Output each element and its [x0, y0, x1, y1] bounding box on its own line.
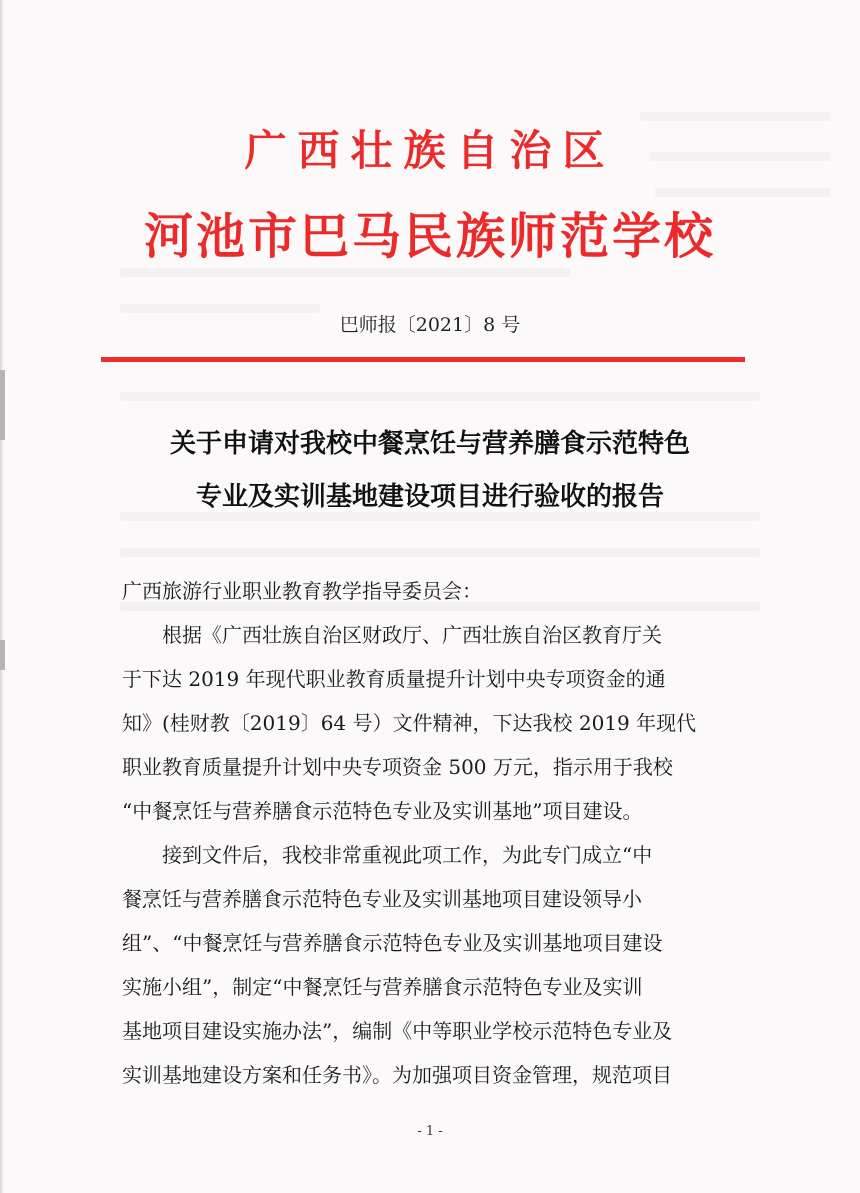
bleed-through-text [120, 268, 570, 277]
report-title-line-2: 专业及实训基地建设项目进行验收的报告 [195, 482, 664, 512]
addressee: 广西旅游行业职业教育教学指导委员会： [122, 579, 482, 603]
body-line: 知》(桂财教〔2019〕64 号）文件精神，下达我校 2019 年现代 [122, 711, 697, 735]
body-line: “中餐烹饪与营养膳食示范特色专业及实训基地”项目建设。 [122, 799, 643, 823]
body-line: 实施小组”，制定“中餐烹饪与营养膳食示范特色专业及实训 [122, 975, 643, 999]
body-line: 根据《广西壮族自治区财政厅、广西壮族自治区教育厅关 [162, 623, 662, 647]
body-line: 组”、“中餐烹饪与营养膳食示范特色专业及实训基地项目建设 [122, 931, 663, 955]
bleed-through-text [655, 188, 830, 197]
school-header: 河池市巴马民族师范学校 [143, 207, 716, 265]
body-line: 基地项目建设实施办法”，编制《中等职业学校示范特色专业及 [122, 1019, 673, 1043]
page-number: - 1 - [417, 1124, 443, 1139]
scan-edge-mark [0, 640, 5, 670]
bleed-through-text [120, 548, 760, 557]
red-divider-rule [101, 357, 745, 362]
region-header: 广西壮族自治区 [244, 126, 616, 175]
body-line: 职业教育质量提升计划中央专项资金 500 万元，指示用于我校 [122, 755, 673, 779]
bleed-through-text [120, 392, 760, 401]
document-number: 巴师报〔2021〕8 号 [339, 314, 521, 336]
bleed-through-text [640, 112, 830, 121]
report-title-line-1: 关于申请对我校中餐烹饪与营养膳食示范特色 [169, 429, 690, 459]
body-line: 接到文件后，我校非常重视此项工作，为此专门成立“中 [162, 843, 653, 867]
body-line: 实训基地建设方案和任务书》。为加强项目资金管理，规范项目 [122, 1063, 672, 1087]
body-line: 餐烹饪与营养膳食示范特色专业及实训基地项目建设领导小 [122, 887, 642, 911]
body-line: 于下达 2019 年现代职业教育质量提升计划中央专项资金的通 [122, 667, 666, 691]
